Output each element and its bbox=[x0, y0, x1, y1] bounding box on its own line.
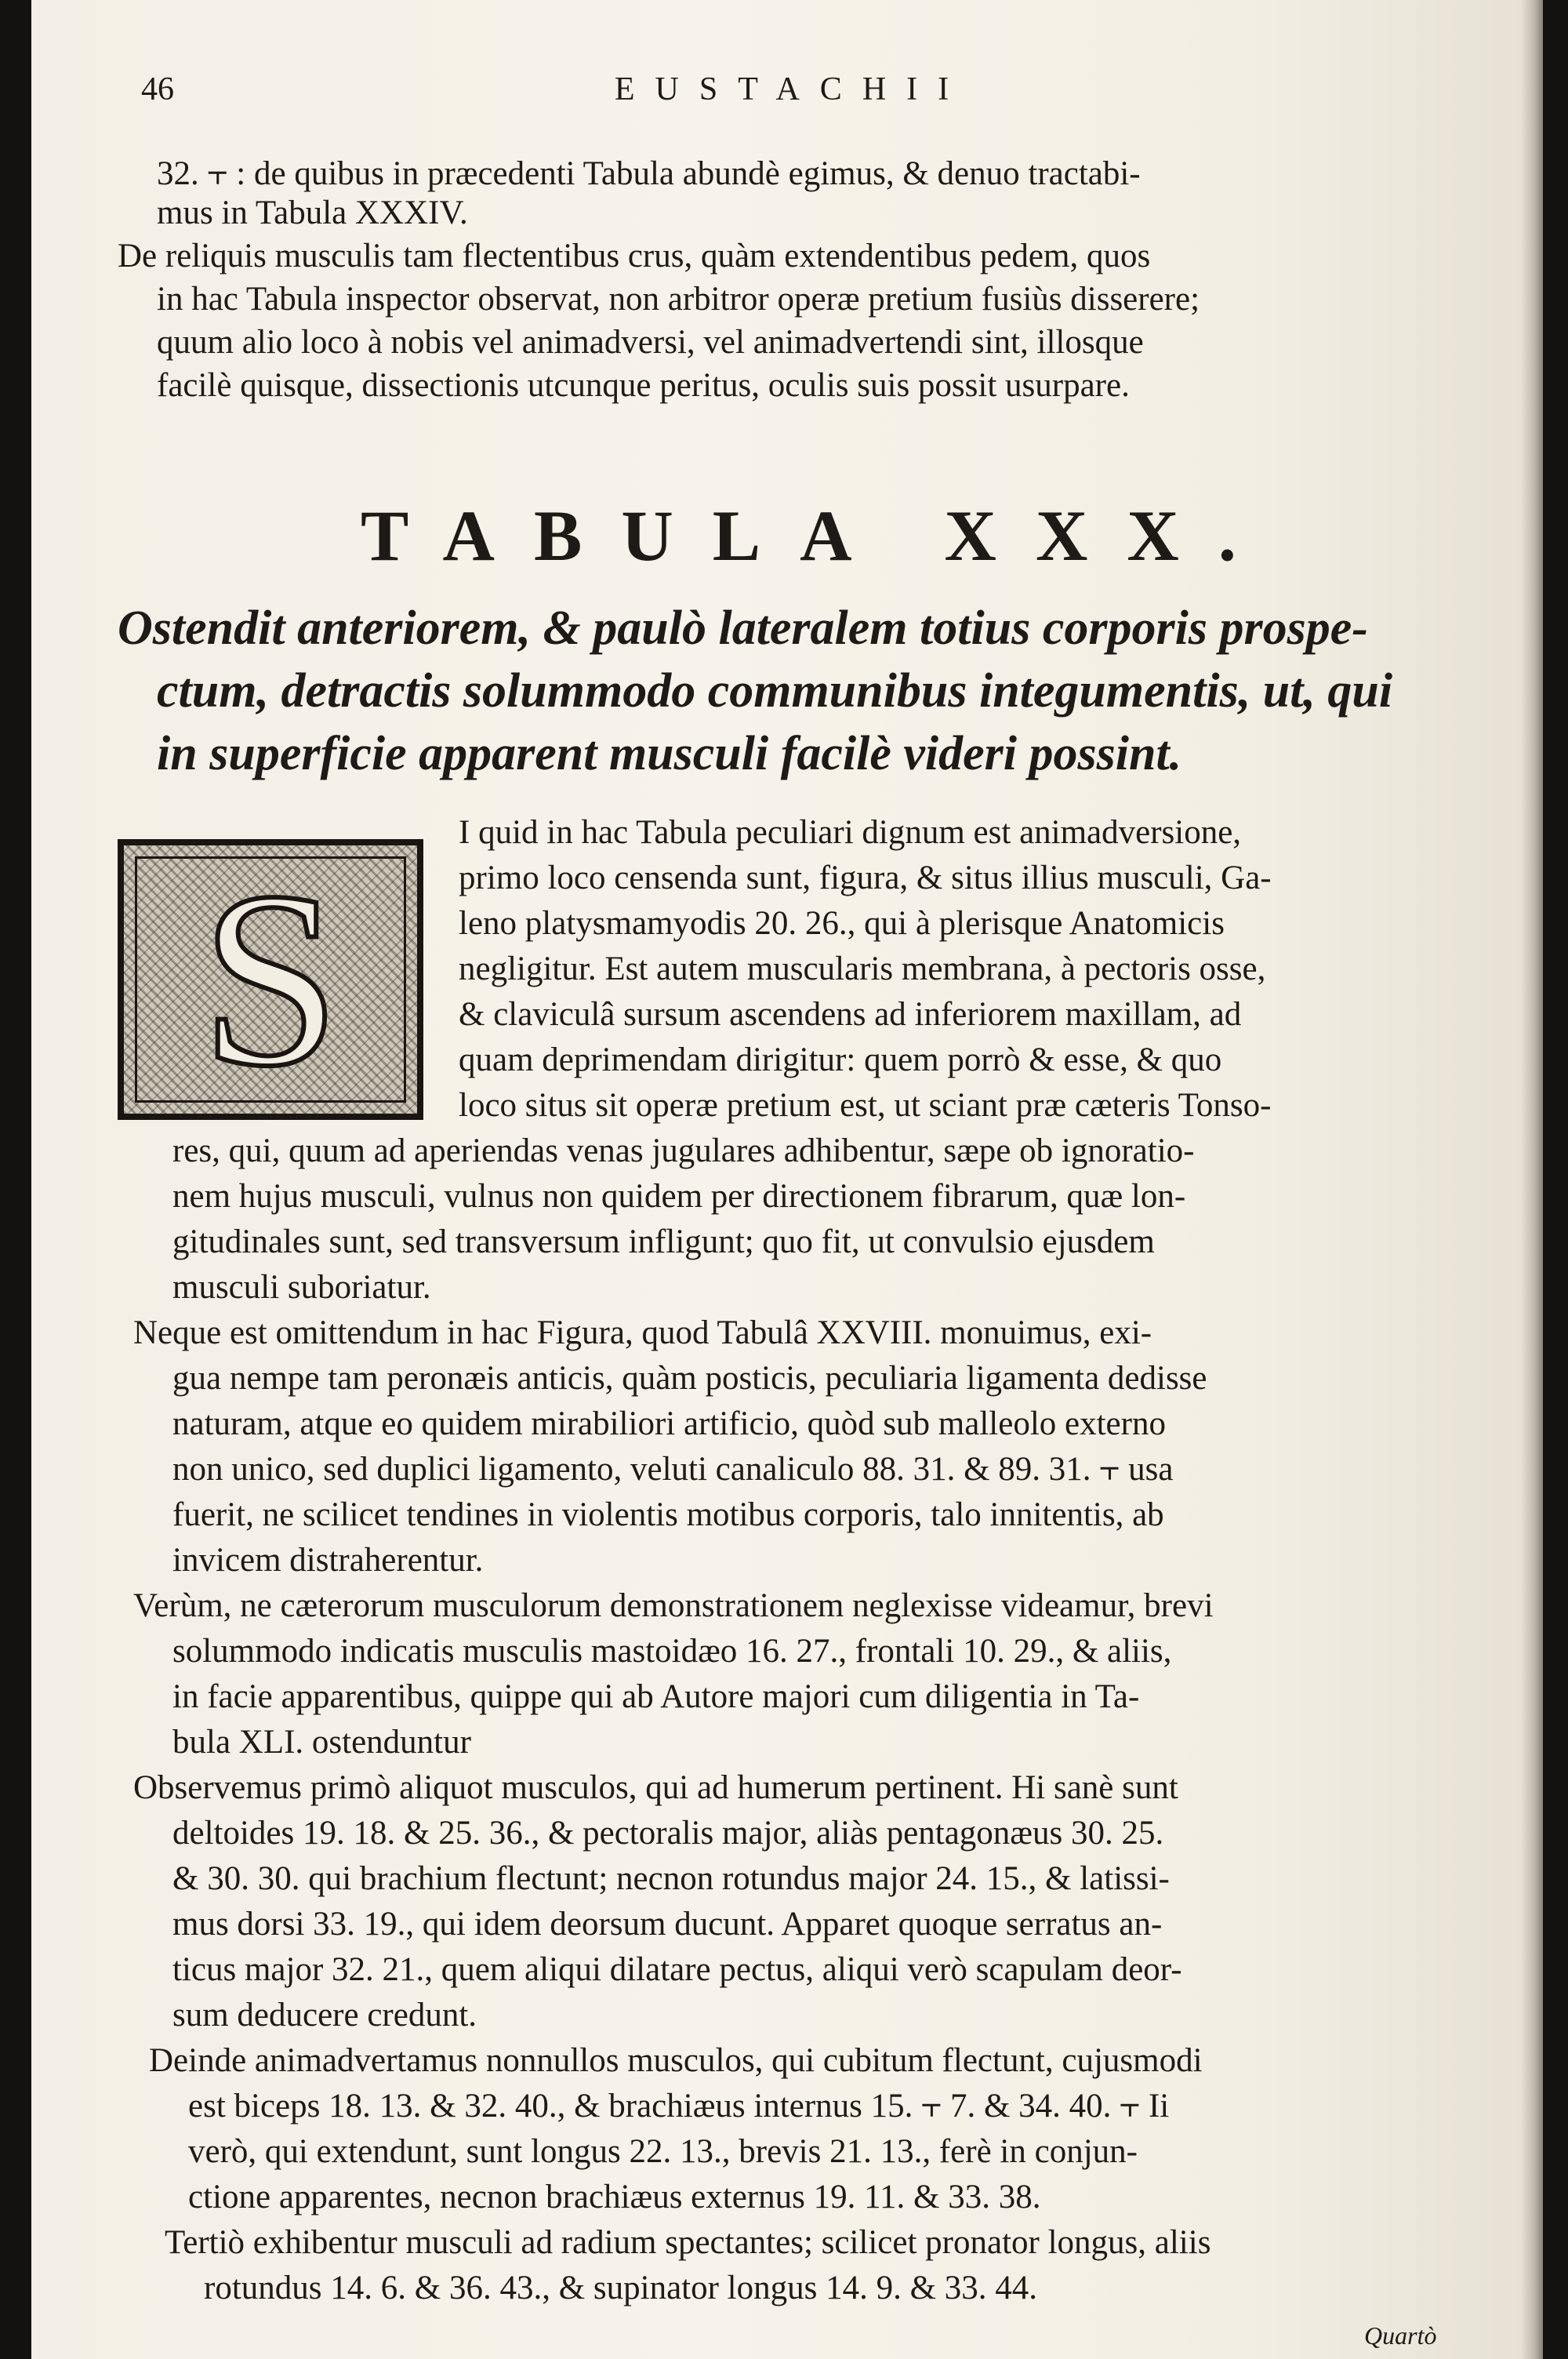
decorated-initial bbox=[118, 839, 423, 1120]
text-line: gitudinales sunt, sed transversum infligunt; quo fit, ut convulsio ejusdem bbox=[172, 1223, 1155, 1260]
subtitle-line: Ostendit anteriorem, & paulò lateralem totius corporis prospe- bbox=[118, 602, 1368, 655]
text-line: bula XLI. ostenduntur bbox=[172, 1724, 471, 1761]
text-line: Observemus primò aliquot musculos, qui ad humerum pertinent. Hi sanè sunt bbox=[133, 1769, 1178, 1806]
plate-title: TABULA XXX. bbox=[361, 496, 1276, 576]
catchword: Quartò bbox=[1364, 2321, 1437, 2350]
text-line: 32. ⫟ : de quibus in præcedenti Tabula abundè egimus, & denuo tractabi- bbox=[157, 155, 1141, 192]
text-line: fuerit, ne scilicet tendines in violentis motibus corporis, talo innitentis, ab bbox=[172, 1496, 1164, 1533]
text-line: rotundus 14. 6. & 36. 43., & supinator longus 14. 9. & 33. 44. bbox=[204, 2270, 1038, 2306]
text-line: non unico, sed duplici ligamento, veluti canaliculo 88. 31. & 89. 31. ⫟ usa bbox=[172, 1451, 1174, 1488]
text-line: mus dorsi 33. 19., qui idem deorsum ducunt. Apparet quoque serratus an- bbox=[172, 1906, 1163, 1943]
running-head: EUSTACHII bbox=[614, 71, 970, 107]
text-line: quam deprimendam dirigitur: quem porrò & esse, & quo bbox=[459, 1041, 1222, 1078]
text-line: facilè quisque, dissectionis utcunque peritus, oculis suis possit usurpare. bbox=[157, 367, 1130, 404]
subtitle-line: in superficie apparent musculi facilè videri possint. bbox=[157, 727, 1182, 780]
text-line: naturam, atque eo quidem mirabiliori artificio, quòd sub malleolo externo bbox=[172, 1405, 1166, 1442]
text-line: musculi suboriatur. bbox=[172, 1269, 431, 1306]
text-line: & claviculâ sursum ascendens ad inferiorem maxillam, ad bbox=[459, 996, 1242, 1033]
text-line: Verùm, ne cæterorum musculorum demonstrationem neglexisse videamur, brevi bbox=[133, 1587, 1214, 1624]
page-header bbox=[110, 71, 1474, 133]
subtitle-line: ctum, detractis solummodo communibus integumentis, ut, qui bbox=[157, 664, 1393, 718]
text-line: ctione apparentes, necnon brachiæus externus 19. 11. & 33. 38. bbox=[188, 2179, 1041, 2215]
text-line: in facie apparentibus, quippe qui ab Autore majori cum diligentia in Ta- bbox=[172, 1678, 1140, 1715]
text-line: nem hujus musculi, vulnus non quidem per directionem fibrarum, quæ lon- bbox=[172, 1178, 1186, 1215]
page-edge-shadow bbox=[1521, 0, 1543, 2359]
text-line: I quid in hac Tabula peculiari dignum est animadversione, bbox=[459, 814, 1242, 851]
text-line: est biceps 18. 13. & 32. 40., & brachiæus internus 15. ⫟ 7. & 34. 40. ⫟ Ii bbox=[188, 2088, 1170, 2125]
text-line: ticus major 32. 21., quem aliqui dilatare pectus, aliqui verò scapulam deor- bbox=[172, 1951, 1182, 1988]
text-line: gua nempe tam peronæis anticis, quàm posticis, peculiaria ligamenta dedisse bbox=[172, 1360, 1207, 1397]
initial-letter: S bbox=[201, 841, 340, 1118]
text-line: res, qui, quum ad aperiendas venas jugulares adhibentur, sæpe ob ignoratio- bbox=[172, 1132, 1195, 1169]
text-line: De reliquis musculis tam flectentibus crus, quàm extendentibus pedem, quos bbox=[118, 238, 1151, 274]
text-line: Deinde animadvertamus nonnullos musculos, qui cubitum flectunt, cujusmodi bbox=[149, 2042, 1203, 2079]
text-line: quum alio loco à nobis vel animadversi, vel animadvertendi sint, illosque bbox=[157, 324, 1144, 361]
text-line: loco situs sit operæ pretium est, ut sciant præ cæteris Tonso- bbox=[459, 1087, 1272, 1124]
text-line: deltoides 19. 18. & 25. 36., & pectoralis major, aliàs pentagonæus 30. 25. bbox=[172, 1815, 1164, 1852]
text-line: negligitur. Est autem muscularis membrana, à pectoris osse, bbox=[459, 951, 1266, 987]
text-line: Tertiò exhibentur musculi ad radium spectantes; scilicet pronator longus, aliis bbox=[165, 2224, 1211, 2261]
page-number: 46 bbox=[141, 71, 174, 107]
text-line: & 30. 30. qui brachium flectunt; necnon rotundus major 24. 15., & latissi- bbox=[172, 1860, 1170, 1897]
text-line: invicem distraherentur. bbox=[172, 1542, 484, 1579]
text-line: in hac Tabula inspector observat, non arbitror operæ pretium fusiùs disserere; bbox=[157, 281, 1200, 318]
text-line: solummodo indicatis musculis mastoidæo 16. 27., frontali 10. 29., & aliis, bbox=[172, 1633, 1172, 1670]
book-page bbox=[31, 0, 1543, 2359]
text-line: leno platysmamyodis 20. 26., qui à plerisque Anatomicis bbox=[459, 905, 1225, 942]
text-line: primo loco censenda sunt, figura, & situs illius musculi, Ga- bbox=[459, 860, 1272, 896]
text-line: sum deducere credunt. bbox=[172, 1997, 477, 2034]
text-line: mus in Tabula XXXIV. bbox=[157, 194, 468, 231]
text-line: verò, qui extendunt, sunt longus 22. 13., brevis 21. 13., ferè in conjun- bbox=[188, 2133, 1138, 2170]
text-line: Neque est omittendum in hac Figura, quod Tabulâ XXVIII. monuimus, exi- bbox=[133, 1314, 1152, 1351]
